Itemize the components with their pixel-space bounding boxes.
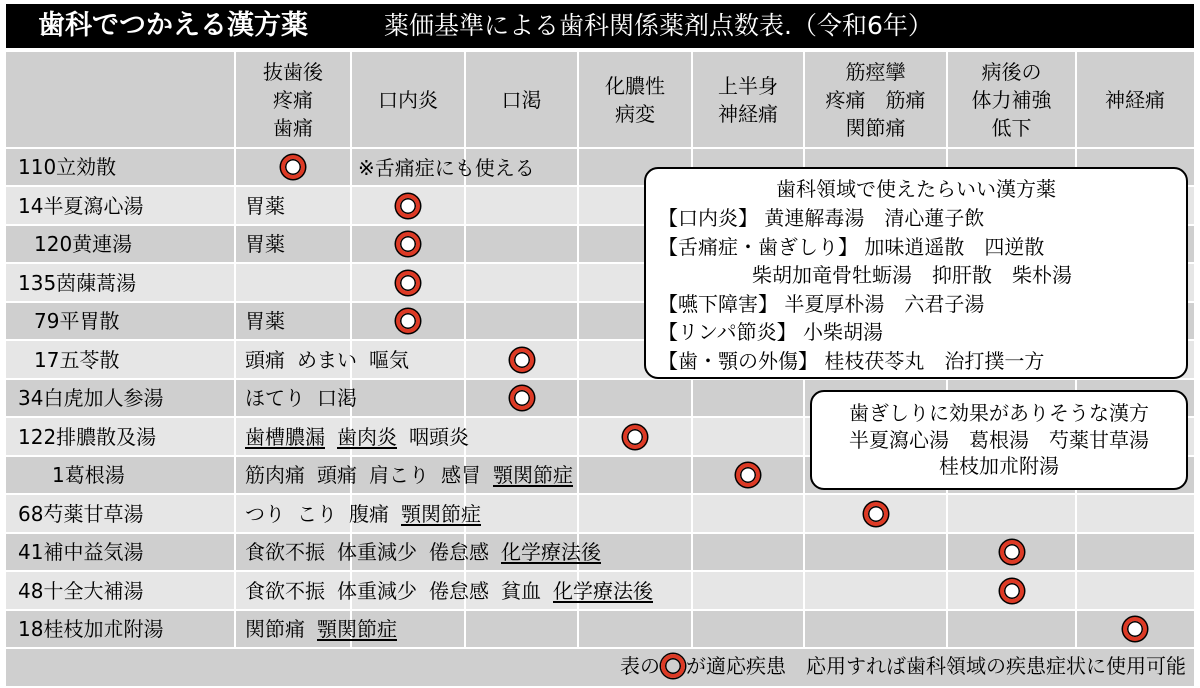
symptom-notes [245,232,285,256]
table-cell [466,264,577,301]
column-header-label: 神経痛 [1105,87,1165,112]
symptom-note: 咽頭炎 [409,424,469,449]
header-cell [579,52,691,147]
symptom-note: 体重減少 [337,540,417,564]
column-header-label: 体力補強 [971,87,1052,112]
table-cell [466,187,577,224]
symptom-note: めまい [297,347,357,372]
symptom-note: 感冒 [441,463,481,487]
table-cell [579,457,691,493]
symptom-notes [245,579,653,603]
table-cell [236,264,350,301]
drug-name: 120黄連湯 [34,232,133,256]
column-header-label: 神経痛 [718,101,778,126]
column-header-label: 疼痛 [273,87,313,112]
table-cell [805,572,946,609]
column-header-label: 疼痛 筋痛 [825,87,926,112]
recommended-kampo-box [644,167,1188,379]
symptom-note: 肩こり [369,463,429,487]
box-line: 歯ぎしりに効果がありそうな漢方 [849,401,1149,425]
column-header-label: 抜歯後 [263,59,323,84]
table-cell [693,495,803,532]
symptom-note-underlined: 化学療法後 [553,578,653,603]
table-cell [466,226,577,262]
footer-text-after: が適応疾患 応用すれば歯科領域の疾患症状に使用可能 [686,654,1186,678]
table-cell [466,303,577,339]
symptom-notes [245,194,285,218]
symptom-note-underlined: 顎関節症 [401,501,481,526]
table-cell [948,611,1075,647]
symptom-note-underlined: 顎関節症 [317,617,397,641]
drug-name: 14半夏瀉心湯 [18,193,144,218]
column-header-label: 化膿性 [605,73,665,98]
table-cell [693,418,803,455]
box-line: 桂枝加朮附湯 [939,454,1059,478]
box-line: 【嚥下障害】 半夏厚朴湯 六君子湯 [658,291,985,316]
footer-text-before: 表の [620,654,660,678]
box-line: 柴胡加竜骨牡蛎湯 抑肝散 柴朴湯 [752,263,1072,287]
box-line: 【口内炎】 黄連解毒湯 清心蓮子飲 [658,206,985,230]
title-bar [6,4,1194,48]
legend-circle-icon [661,654,685,678]
symptom-note: 関節痛 [245,617,305,641]
table-cell [693,572,803,609]
table-cell [1077,572,1194,609]
symptom-note: 胃薬 [245,193,285,218]
table-cell [466,418,577,455]
symptom-note: 嘔気 [369,347,409,372]
table-cell [466,495,577,532]
symptom-note: 頭痛 [317,463,357,487]
indication-circle-icon [281,155,305,179]
header-cell [693,52,803,147]
symptom-note: 頭痛 [245,347,285,372]
symptom-note: 筋肉痛 [245,463,305,487]
symptom-notes [245,425,469,449]
symptom-notes [245,463,573,487]
column-header-label: 関節痛 [845,115,906,140]
table-cell [1077,495,1194,532]
table-cell [579,380,691,416]
symptom-notes [245,617,397,641]
symptom-note-underlined: 化学療法後 [501,540,601,564]
indication-circle-icon [1000,579,1024,603]
column-header-label: 歯痛 [273,115,313,140]
drug-name: 48十全大補湯 [18,578,144,603]
indication-circle-icon [864,502,888,526]
drug-name: 110立効散 [18,155,117,179]
column-header-label: 低下 [991,115,1032,140]
tongue-note: ※舌痛症にも使える [358,156,535,180]
indication-circle-icon [510,386,534,410]
symptom-note-underlined: 歯槽膿漏 [245,424,325,449]
symptom-notes [245,348,409,372]
column-header-label: 筋痙攣 [845,59,906,84]
drug-name: 18桂枝加朮附湯 [18,617,164,641]
symptom-note: こり [297,501,337,526]
box-line: 【歯・顎の外傷】 桂枝茯苓丸 治打撲一方 [658,348,1045,373]
symptom-notes [245,540,601,564]
symptom-note-underlined: 歯肉炎 [337,424,397,449]
table-cell [466,611,577,647]
indication-circle-icon [1000,540,1024,564]
symptom-note: 腹痛 [349,501,389,526]
table-cell [1077,534,1194,570]
indication-circle-icon [510,348,534,372]
box-title: 歯科領域で使えたらいい漢方薬 [776,177,1056,201]
indication-circle-icon [396,271,420,295]
symptom-note-underlined: 顎関節症 [493,463,573,487]
drug-name: 41補中益気湯 [18,540,144,564]
symptom-note: 胃薬 [245,232,285,256]
box-line: 半夏瀉心湯 葛根湯 芍薬甘草湯 [849,427,1149,452]
column-header-label: 口渇 [501,87,542,112]
symptom-note: 胃薬 [245,309,285,333]
indication-circle-icon [736,463,760,487]
column-header-label: 病変 [615,101,655,126]
indication-circle-icon [1123,617,1147,641]
symptom-note: 食欲不振 [245,540,325,564]
page-subtitle: 薬価基準による歯科関係薬剤点数表.（令和6年） [384,11,933,40]
table-cell [693,534,803,570]
symptom-notes [245,386,357,410]
indication-circle-icon [396,194,420,218]
symptom-note: つり [245,501,285,526]
drug-name: 1葛根湯 [52,463,125,487]
box-line: 【舌痛症・歯ぎしり】 加味逍遥散 四逆散 [658,234,1045,259]
bruxism-kampo-box [810,390,1188,490]
symptom-note: 倦怠感 [429,540,489,564]
symptom-notes [245,309,285,333]
symptom-note: 体重減少 [337,578,417,603]
symptom-note: 倦怠感 [429,578,489,603]
symptom-notes [245,502,481,526]
header-corner-cell [6,52,234,147]
table-cell [948,495,1075,532]
table-cell [579,495,691,532]
drug-name: 79平胃散 [34,309,120,333]
indication-circle-icon [396,309,420,333]
column-header-label: 病後の [981,59,1042,84]
symptom-note: ほてり [245,386,305,410]
drug-name: 17五苓散 [34,347,120,372]
table-cell [693,611,803,647]
indication-circle-icon [396,232,420,256]
table-cell [805,611,946,647]
table-cell [805,534,946,570]
page-title: 歯科でつかえる漢方薬 [38,10,308,41]
drug-name: 34白虎加人参湯 [18,386,164,410]
table-cell [693,380,803,416]
symptom-note: 貧血 [501,578,541,603]
symptom-note: 口渇 [317,386,357,410]
column-header-label: 上半身 [718,73,778,98]
symptom-note: 食欲不振 [245,578,325,603]
indication-circle-icon [623,425,647,449]
drug-name: 122排膿散及湯 [18,424,157,449]
table-cell [352,380,464,416]
column-header-label: 口内炎 [378,87,438,112]
box-line: 【リンパ節炎】 小柴胡湯 [658,320,883,344]
drug-name: 68芍薬甘草湯 [18,501,144,526]
legend-footer [620,654,1186,678]
table-cell [579,611,691,647]
drug-name: 135茵蔯蒿湯 [18,270,137,295]
